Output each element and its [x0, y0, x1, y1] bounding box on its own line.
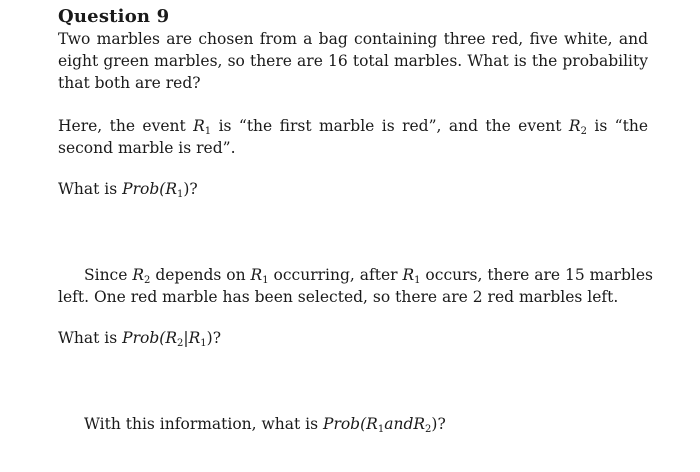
event-definitions	[58, 115, 648, 159]
problem-line-2: eight green marbles, so there are 16 total marbles. What is the probability	[58, 52, 648, 70]
question-prob-r1: What is $Prob(R_1)$?	[58, 180, 198, 200]
problem-line-3: that both are red?	[58, 74, 201, 92]
event-line-1: Here, the event $R_1$ is “the first marble is red”, and the event $R_2$ is “the	[58, 117, 648, 137]
explanation-line-2: left. One red marble has been selected, so there are 2 red marbles left.	[58, 288, 619, 306]
question-prob-r1-and-r2: With this information, what is $Prob(R_1andR_2)$?	[84, 415, 446, 435]
explanation	[58, 264, 653, 308]
problem-line-1: Two marbles are chosen from a bag containing three red, five white, and	[58, 30, 648, 48]
explanation-line-1: Since $R_2$ depends on $R_1$ occurring, after $R_1$ occurs, there are 15 marbles	[84, 266, 653, 286]
event-line-2: second marble is red”.	[58, 139, 236, 157]
problem-statement	[58, 28, 648, 94]
question-prob-r2-given-r1: What is $Prob(R_2|R_1)$?	[58, 329, 221, 349]
event-r2: $R_2$	[568, 117, 587, 137]
question-title: Question 9	[58, 6, 170, 27]
event-r1: $R_1$	[193, 117, 212, 137]
